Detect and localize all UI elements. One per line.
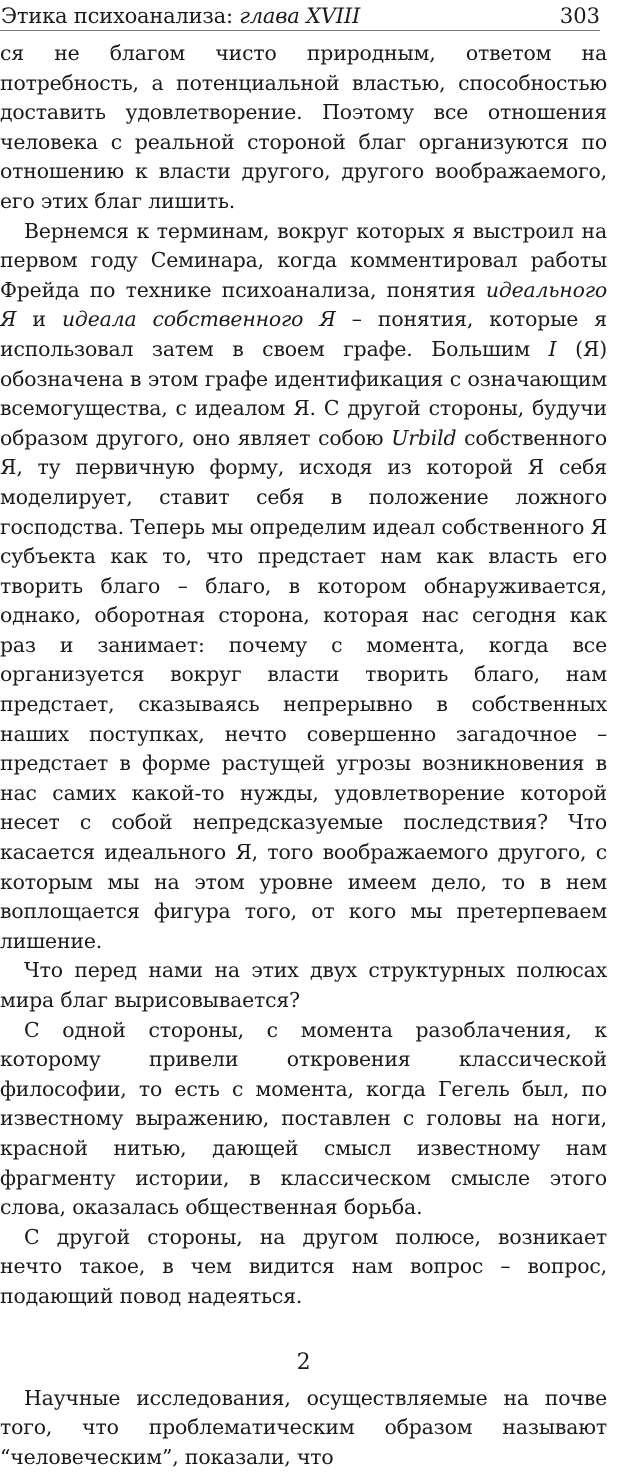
term-ego-ideal: идеала собственного Я [61, 307, 336, 332]
paragraph-2-text-1: Вернемся к терминам, вокруг которых я выстроил на первом году Семинара, когда комментировал работы Фрейда по технике психоанализа, понятия [0, 218, 607, 302]
paragraph-5: С другой стороны, на другом полюсе, возникает нечто такое, в чем видится нам вопрос – вопрос, подающий повод надеяться. [0, 1224, 607, 1308]
paragraph-6: Научные исследования, осуществляемые на почве того, что проблематическим образом называют “человеческим”, показали, что [0, 1385, 607, 1469]
term-ideal-ego: идеального Я [0, 277, 607, 332]
paragraph-2-text-5: собственного Я, ту первичную форму, исходя из которой Я себя моделирует, ставит себя в положение ложного господства. Теперь мы определим идеал собственного Я субъекта как то, что предстает нам как власть его творить благо – благо, в котором обнаруживается, однако, оборотная сторона, которая нас сегодня как раз и занимает: почему с момента, когда все организуется вокруг власти творить благо, нам предстает, сказываясь непрерывно в собственных наших поступках, нечто совершенно загадочное – предстает в форме растущей угрозы возникновения в нас самих какой-то нужды, удовлетворение которой несет с собой непредсказуемые последствия? Что касается идеального Я, того воображаемого другого, с которым мы на этом уровне имеем дело, то в нем воплощается фигура того, от кого мы претерпеваем лишение. [0, 425, 607, 953]
section-number: 2 [296, 1349, 311, 1375]
term-capital-i: I [548, 336, 557, 361]
page-number: 303 [559, 4, 600, 28]
paragraph-2-text-3: – понятия, которые я использовал затем в своем графе. Большим [0, 307, 607, 361]
paragraph-3: Что перед нами на этих двух структурных полюсах мира благ вырисовывается? [0, 958, 607, 1012]
header-rule [0, 30, 600, 31]
body-text [0, 39, 607, 1472]
book-title: Этика психоанализа: [1, 4, 240, 28]
term-urbild: Urbild [391, 425, 457, 450]
paragraph-2-text-2: и [16, 307, 62, 332]
running-header [0, 0, 620, 32]
running-head-title [1, 4, 360, 28]
paragraph-2-text-4: (Я) обозначена в этом графе идентификация с означающим всемогущества, с идеалом Я. С другой стороны, будучи образом другого, оно являет собою [0, 336, 607, 450]
paragraph-2 [0, 217, 607, 957]
paragraph-4: С одной стороны, с момента разоблачения, к которому привели откровения классической философии, то есть с момента, когда Гегель был, по известному выражению, поставлен с головы на ноги, красной нитью, дающей смысл известному нам фрагменту истории, в классическом смысле этого слова, оказалась общественная борьба. [0, 1017, 607, 1220]
chapter-title: глава XVIII [239, 4, 361, 28]
paragraph-1: ся не благом чисто природным, ответом на потребность, а потенциальной властью, способностью доставить удовлетворение. Поэтому все отношения человека с реальной стороной благ организуются по отношению к власти другого, другого воображаемого, его этих благ лишить. [0, 41, 607, 213]
